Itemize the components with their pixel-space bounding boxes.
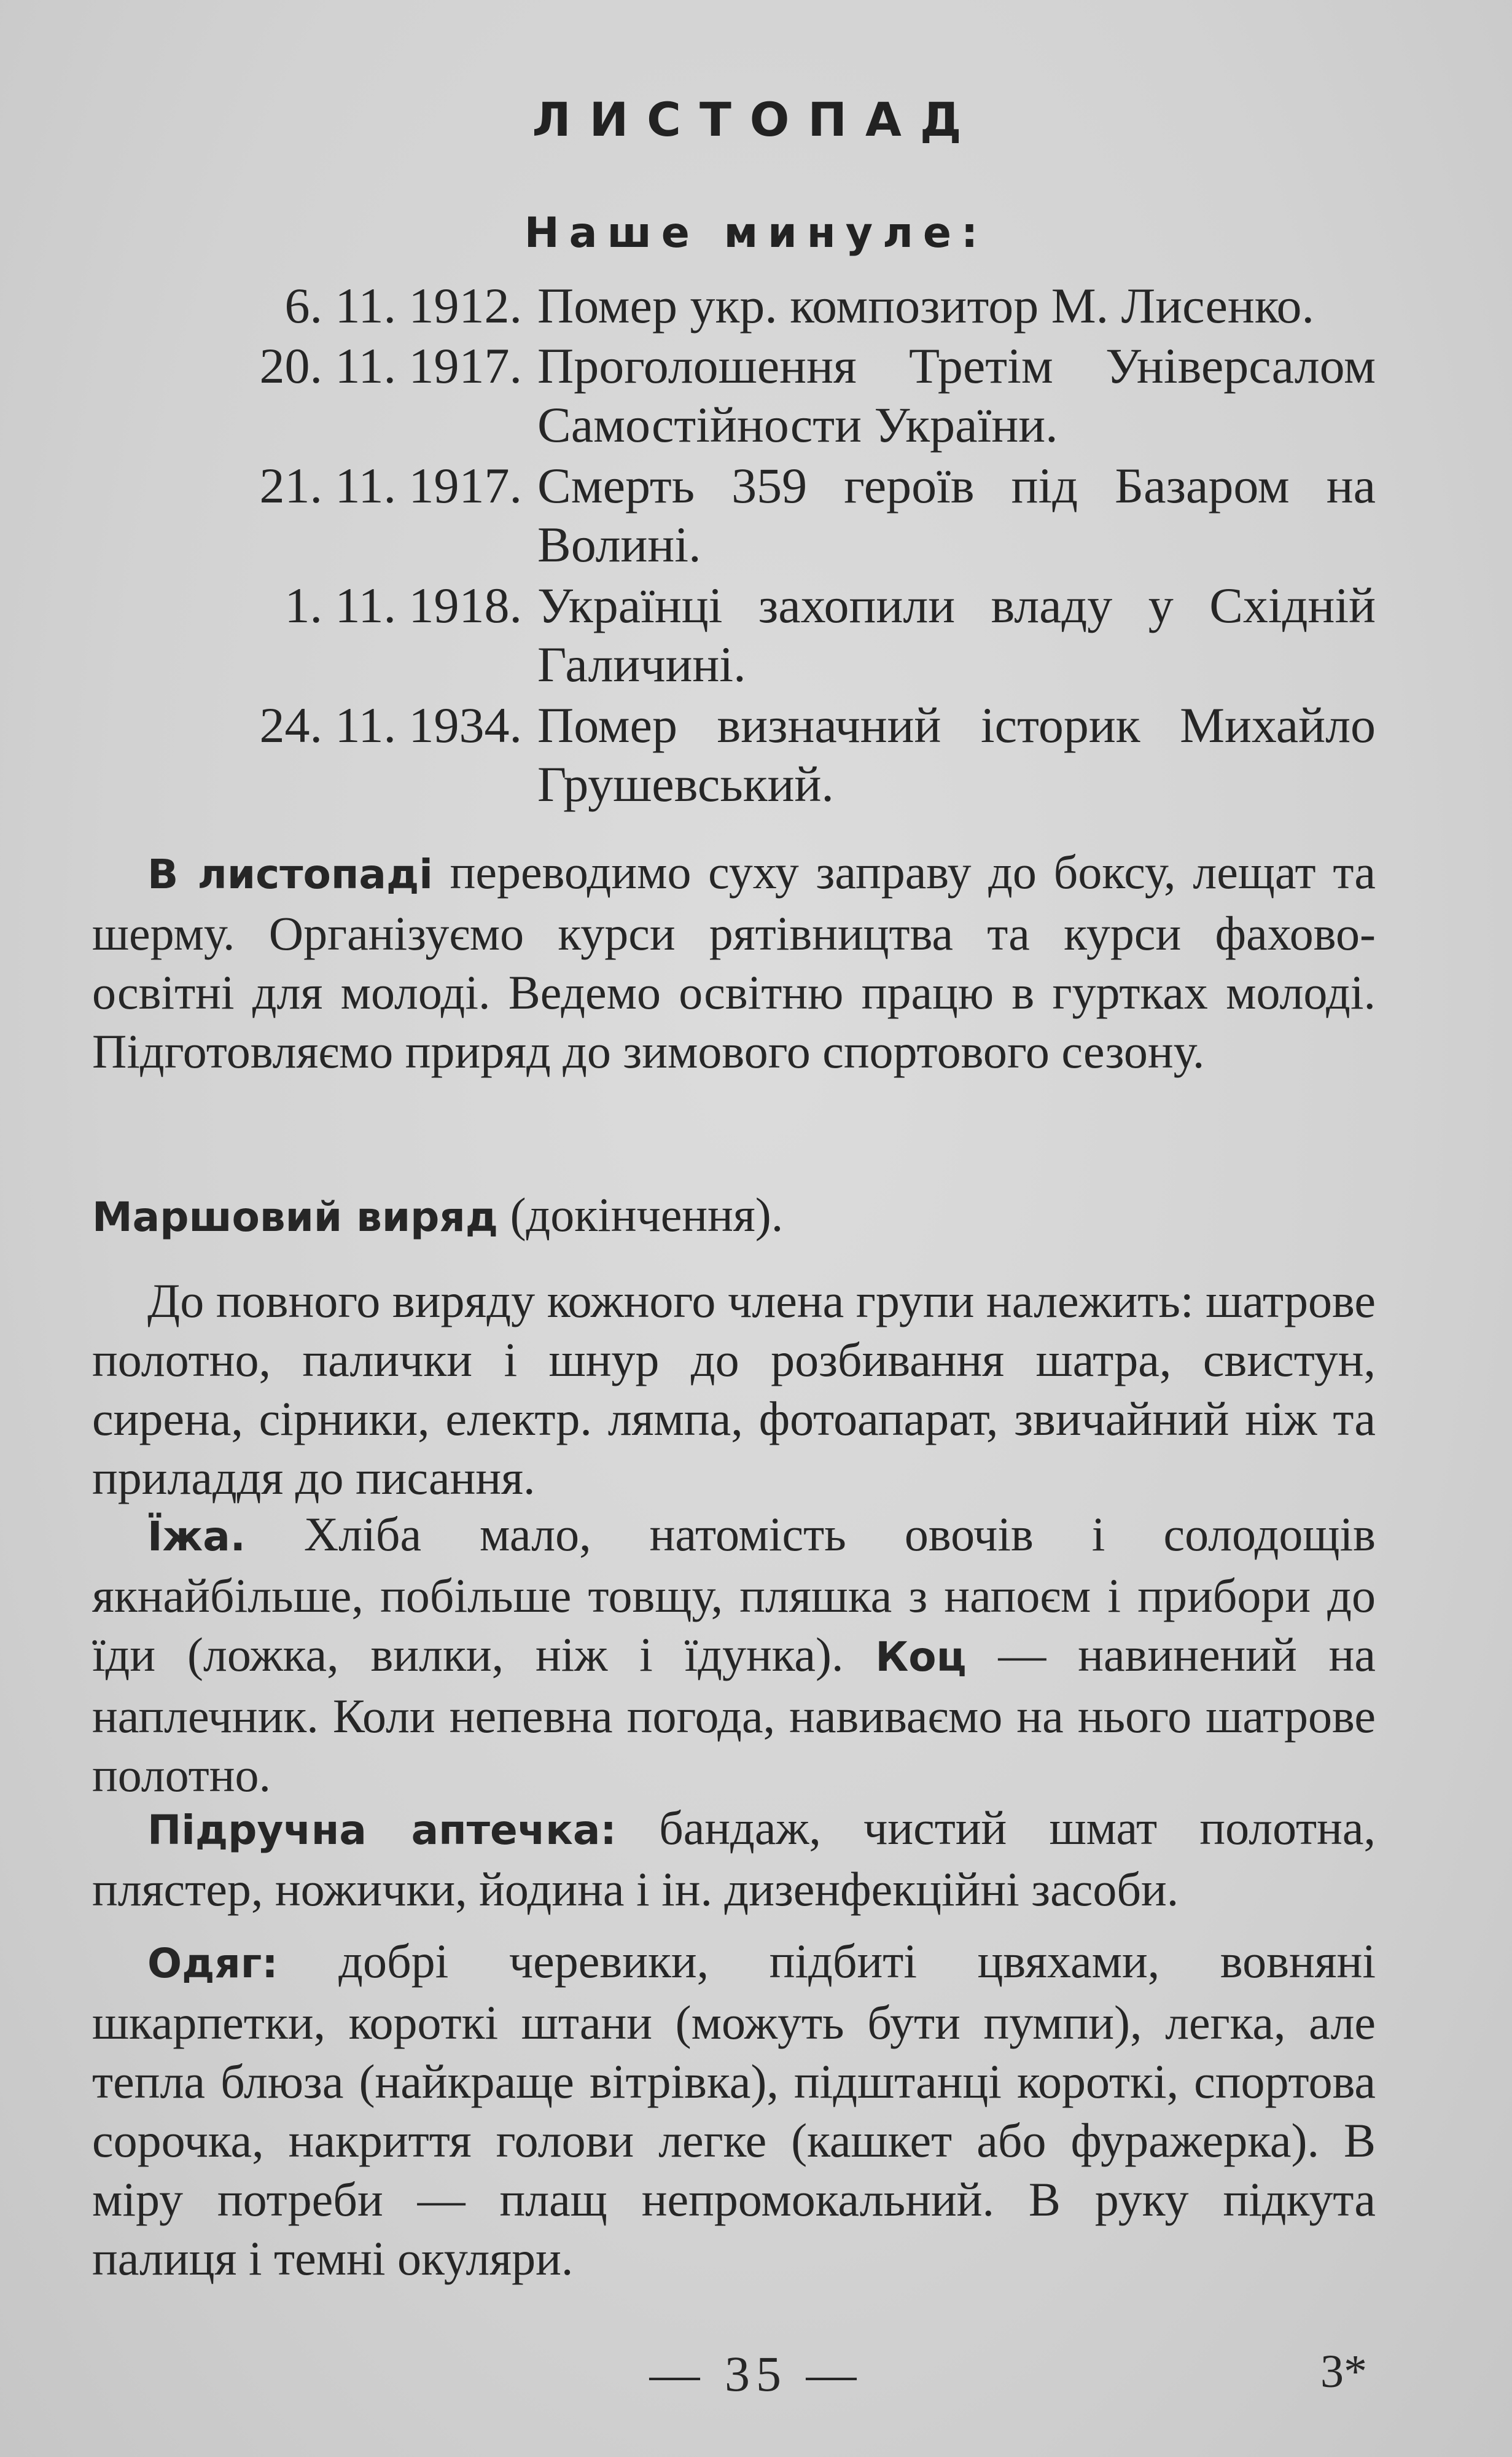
march-heading-label: Маршовий виряд — [92, 1193, 499, 1241]
clothes-label: Одяг: — [147, 1940, 278, 1987]
koc-label: Коц — [875, 1633, 967, 1681]
koc-text: — навинений на наплечник. Коли непевна погода, навиваємо на нього шатрове полотно. — [92, 1628, 1376, 1802]
page-title: ЛИСТОПАД — [532, 92, 980, 147]
november-paragraph — [92, 843, 1376, 1081]
page-number: — 35 — — [649, 2346, 863, 2402]
signature-mark: 3* — [1320, 2346, 1367, 2397]
november-lead: В листопаді — [147, 851, 433, 898]
section-subtitle: Наше минуле: — [524, 209, 988, 257]
first-aid-paragraph — [92, 1799, 1376, 1919]
food-text: Хліба мало, натомість овочів і солодощів якнайбільше, побільше товщу, пляшка з напоєм і прибори до їди (ложка, вилки, ніж і їдунка). — [92, 1507, 1376, 1681]
first-aid-label: Підручна аптечка: — [147, 1807, 617, 1854]
event-date: 6. 11. 1912. — [284, 278, 522, 334]
event-text: Смерть 359 героїв під Базаром на Волині. — [537, 458, 1376, 572]
clothes-text: добрі черевики, підбиті цвяхами, вовняні шкарпетки, короткі штани (можуть бути пумпи), легка, але тепла блюза (найкраще вітрівка), підштанці короткі, спортова сорочка, накриття голови легке (кашкет або фуражерка). В міру потреби — плащ непромокальний. В руку підкута палиця і темні окуляри. — [92, 1934, 1376, 2285]
event-text: Українці захопили владу у Східній Галичині. — [537, 577, 1376, 692]
food-label: Їжа. — [147, 1513, 246, 1560]
event-date: 21. 11. 1917. — [259, 458, 522, 514]
event-text: Проголошення Третім Універсалом Самостійности України. — [537, 338, 1376, 453]
march-intro-paragraph: До повного виряду кожного члена групи належить: шатрове полотно, палички і шнур до розбивання шатра, свистун, сирена, сірники, електр. лямпа, фотоапарат, звичайний ніж та приладдя до писання. — [92, 1274, 1376, 1504]
november-text: переводимо суху заправу до боксу, лещат та шерму. Організуємо курси рятівництва та курси фахово-освітні для молоді. Ведемо освітню працю в гуртках молоді. Підготовляємо приряд до зимового спортового сезону. — [92, 845, 1376, 1078]
food-paragraph — [92, 1505, 1376, 1805]
event-text: Помер визначний історик Михайло Грушевський. — [537, 697, 1376, 812]
march-heading — [92, 1186, 1376, 1247]
event-date: 24. 11. 1934. — [259, 697, 522, 753]
event-text: Помер укр. композитор М. Лисенко. — [537, 278, 1314, 334]
event-date: 20. 11. 1917. — [259, 338, 522, 394]
first-aid-text: бандаж, чистий шмат полотна, плястер, ножички, йодина і ін. дизенфекційні засоби. — [92, 1801, 1376, 1916]
event-date: 1. 11. 1918. — [284, 577, 522, 633]
clothes-paragraph — [92, 1932, 1376, 2288]
march-heading-note: (докінчення). — [498, 1188, 784, 1241]
